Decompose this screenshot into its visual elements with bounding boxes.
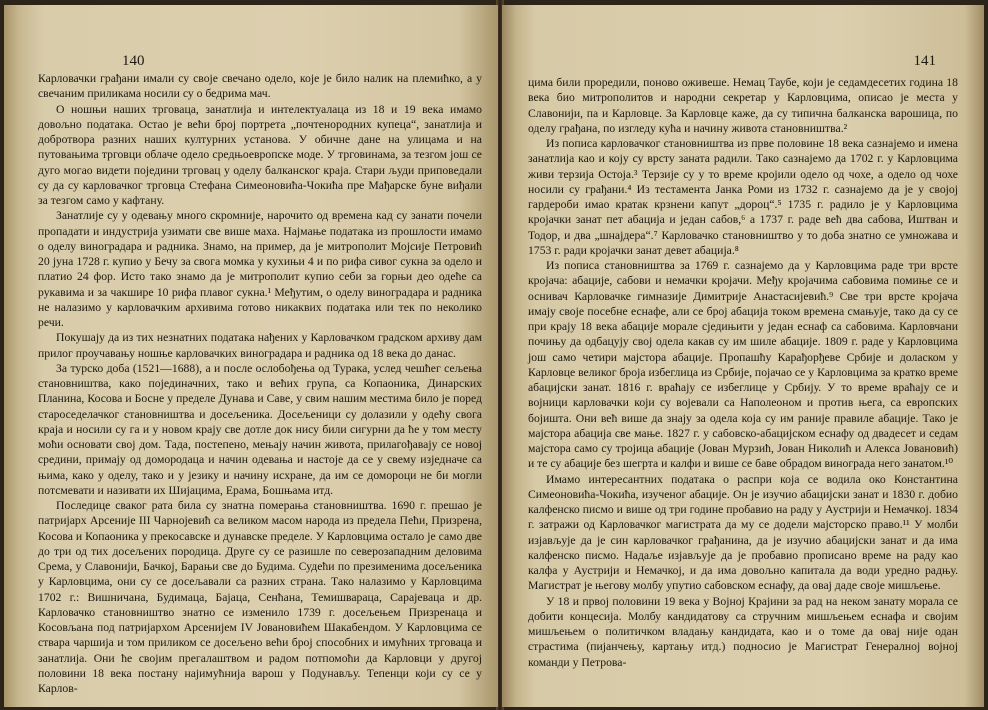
right-page-text xyxy=(528,75,958,670)
paragraph: цима били проредили, поново оживеше. Немац Таубе, који је седамдесетих година 18 века био митрополитов и народни секретар у Карловцима, описао је места у Славонији, па и Карловце. За Карловце каже, да су типична балканска варошица, по оделу грађана, по изгледу кућа и начину живота становништва.² xyxy=(528,76,958,135)
paragraph: О ношњи наших трговаца, занатлија и интелектуалаца из 18 и 19 века имамо довољно података. Остао је већи број портрета „почтенородних купеца“, занатлија и добротвора разних наших културних установа. У обичне дане на улицама и на путовањима трговци облаче одело средњоевропске моде. У трговинама, за тезгом још се дуго могао видети поједини трговац у оделу балканског краја. Стари људи приповедали су да су карловачког трговца Стефана Симеоновића-Чокића пре Мађарске буне виђали за тезгом само у кафтану. xyxy=(38,102,482,207)
page-number: 141 xyxy=(913,53,936,69)
left-page-text xyxy=(38,71,482,696)
paragraph: Карловачки грађани имали су своје свечано одело, које је било налик на племићко, а у свечаним приликама носили су о бедрима мач. xyxy=(38,72,482,101)
paragraph: Из пописа становништва за 1769 г. сазнајемо да у Карловцима раде три врсте кројача: абације, сабови и немачки кројачи. Међу кројачима сабовима помиње се и оснивач Карловачке гимназије Димитрије Анастасијевић.⁹ Све три врсте кројача имају своје посебне еснафе, али се број абација током времена смањује, тако да су се при крају 18 века абације морале сједињити у један еснаф са сабовима. Карловчани почињу да одбацују свој одела какав су им шиле абације. 1809 г. раде у Карловцима још само четири мајстора абације. Пропашћу Карађорђеве Србије и доласком у Карловце великог броја избеглица из Србије, појачао се у Карловцима за кратко време абацијски занат. 1816 г. враћају се избеглице у Србију. У то време враћају се и војници карловачки који су војевали са Наполеоном и против њега, са европских бојишта. Они већ више да знају за одела која су им раније правиле абације. Тако је мајстора абација све мање. 1827 г. у сабовско-абацијском еснафу од двадесет и седам мајстора само су тројица абације (Јован Мурзић, Јован Николић и Алекса Јовановић) и те су абације без шегрта и калфи и више се баве обрадом винограда него занатом.¹⁰ xyxy=(528,259,958,471)
paragraph: Из пописа карловачког становништва из прве половине 18 века сазнајемо и имена занатлија као и коју су врсту заната радили. Тако сазнајемо да 1702 г. у Карловцима живи терзија Остоја.³ Терзије су у то време кројили одело од чохе, а одело од чохе носили су грађани.⁴ Из тестамента Јанка Роми из 1732 г. сазнајемо да је у својој гардероби имао кратак крзнени капут „дороц“.⁵ 1735 г. радило је у Карловцима кројачки занат пет абација и један сабов,⁶ а 1737 г. раде већ два сабова, Иштван и Тодор, и два „шнајдера“.⁷ Карловачко становништво у то доба знатно се умножава и 1753 г. ради кројачки занат девет абација.⁸ xyxy=(528,137,958,257)
page-number: 140 xyxy=(122,53,145,69)
paragraph: Покушају да из тих незнатних података нађених у Карловачком градском архиву дам прилог проучавању ношње карловачких виноградара и радника од 18 века до данас. xyxy=(38,331,482,360)
left-page xyxy=(4,5,498,707)
paragraph: Последице сваког рата била су знатна померања становништва. 1690 г. прешао је патријарх Арсеније III Чарнојевић са великом масом народа из предела Пећи, Призрена, Косова и Копаоника у прекосавске и дунавске пределе. У Карловцима остало је само две до три од тих досељених породица. Друге су се разишле по северозападним деловима Срема, у Славонији, Бачкој, Барањи све до Будима. Судећи по презименима досељеника у Карловцима, они су се досељавали са разних страна. Тако налазимо у Карловцима 1702 г.: Вишничана, Будимаца, Бајаца, Сенћана, Темишвараца, Сарајеваца и др. Карловачко становништво знатно се изменило 1739 г. досељењем Призренаца и Косовљана под патријархом Арсенијем IV Јовановићем Шакабендом. У Карловцима се ствара чаршија и том приликом се досељено већи број способних и имућних трговаца и занатлија. Они ће својим прегалаштвом и радом потпомоћи да Карловци у другој половини 18 века постану најимућнија варош у Подунављу. Тепенци који су се у Карлов- xyxy=(38,499,482,695)
right-page xyxy=(502,5,984,707)
paragraph: За турско доба (1521—1688), а и после ослобођења од Турака, услед чешћег сељења становништва, како појединачних, тако и већих група, са Копаоника, Динарских Планина, Косова и Босне у пределе Дунава и Саве, у свим нашим местима било је поред староседелачког становништва и досељеника. Досељеници су долазили у одећу свога краја и носили су га и у новом крају све дотле док нису били сигурни да ће у том месту моћи основати свој дом. Тада, постепено, мењају начин живота, прилагођавају се новој средини, примају од домородаца и начин одевања и настоје да се у свему изједначе са њима, како у оделу, тако и у језику и начину исхране, да им се домороци не би могли потсмевати и називати их Шијацима, Ерама, Бошњама итд. xyxy=(38,361,482,497)
paragraph: Имамо интересантних података о распри која се водила око Константина Симеоновића-Чокића, изученог абације. Он је изучио абацијски занат и 1830 г. добио калфенско писмо и више од три године пробавио на раду у Аустрији и Немачкој. 1834 г. затражи од Карловачког магистрата да му се додели мајсторско право.¹¹ У молби изјављује да је син карловачког грађанина, да је изучио абацијски занат и да има калфенско писмо. Надаље изјављује да је пробавио прописано време на раду као калфа у Аустрији и Немачкој, и да има довољно капитала да води уредно радњу. Магистрат је његову молбу упутио сабовском еснафу, да овај даде своје мишљење. xyxy=(528,472,958,593)
paragraph: Занатлије су у одевању много скромније, нарочито од времена кад су занати почели пропадати и индустрија узимати све више маха. Најмање података из прошлости имамо о оделу виноградара и радника. Знамо, на пример, да је митрополит Мојсије Петровић 20 јуна 1728 г. купио у Бечу за свога момка у кухињи 4 и по рифа сивог сукна за одело и платио 24 фор. Исто тако знамо да је митрополит купио себи за горњи део одеће са рукавима и за чакшире 10 рифа плавог сукна.¹ Међутим, о оделу виноградара и радника не налазимо у карловачким архивима готово никаквих података или тек по неколико речи. xyxy=(38,209,482,329)
paragraph: У 18 и првој половини 19 века у Војној Крајини за рад на неком занату морала се добити концесија. Молбу кандидатову са стручним мишљењем еснафа и својим мишљењем о политичком владању кандидата, као и о томе да овај није одан страстима (пијанчењу, картању итд.) подносио је Магистрат Генералној војној команди у Петрова- xyxy=(528,594,958,669)
